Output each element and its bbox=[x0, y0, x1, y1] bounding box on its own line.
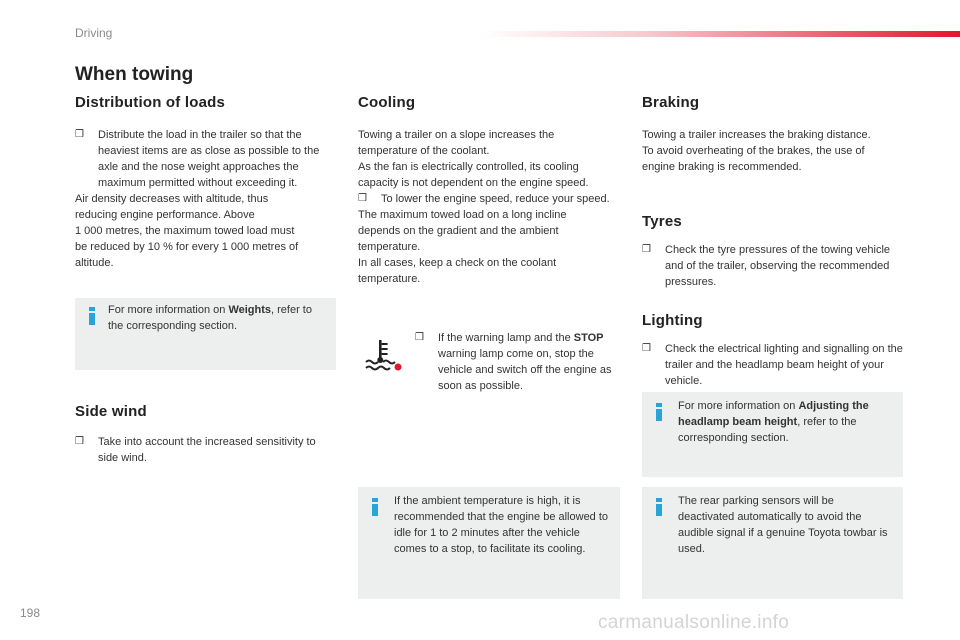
bullet-icon: ❒ bbox=[358, 193, 367, 204]
cooling-bullet-text: To lower the engine speed, reduce your speed. bbox=[381, 193, 610, 205]
distribution-bullet bbox=[75, 127, 337, 191]
watermark: carmanualsonline.info bbox=[598, 612, 790, 633]
distribution-bullet-text: Distribute the load in the trailer so that the heaviest items are as close as possible to the axle and the nose weight approaches the maximum permitted without exceeding it. bbox=[98, 129, 320, 189]
cooling-text-line: capacity is not dependent on the engine speed. bbox=[358, 177, 589, 189]
tyres-bullet-text: Check the tyre pressures of the towing vehicle and of the trailer, observing the recommended pressures. bbox=[665, 244, 891, 288]
braking-text-line: engine braking is recommended. bbox=[642, 161, 802, 173]
headlamp-info-text: For more information on Adjusting the headlamp beam height, refer to the corresponding section. bbox=[678, 400, 869, 444]
bullet-icon: ❒ bbox=[642, 244, 651, 255]
parking-sensors-info-text: The rear parking sensors will be deactivated automatically to avoid the audible signal if a genuine Toyota towbar is used. bbox=[678, 495, 888, 555]
weights-link-text: Weights bbox=[228, 304, 272, 316]
braking-text-line: Towing a trailer increases the braking distance. bbox=[642, 129, 871, 141]
side-wind-bullet bbox=[75, 434, 337, 466]
cooling-text-line: temperature. bbox=[358, 273, 421, 285]
cooling-bullet bbox=[358, 191, 620, 207]
bullet-icon: ❒ bbox=[415, 332, 424, 343]
lighting-heading: Lighting bbox=[642, 312, 703, 329]
braking-text-line: To avoid overheating of the brakes, the use of bbox=[642, 145, 865, 157]
bullet-icon: ❒ bbox=[642, 343, 651, 354]
weights-info-text: For more information on Weights, refer to the corresponding section. bbox=[108, 304, 312, 332]
distribution-text-line: reducing engine performance. Above bbox=[75, 209, 255, 221]
tyres-section bbox=[642, 213, 904, 290]
lighting-bullet-text: Check the electrical lighting and signalling on the trailer and the headlamp beam height of your vehicle. bbox=[665, 343, 903, 387]
header-accent-bar bbox=[480, 31, 960, 37]
cooling-heading: Cooling bbox=[358, 94, 416, 111]
ambient-info-text: If the ambient temperature is high, it is recommended that the engine be allowed to idle for 1 to 2 minutes after the vehicle comes to a stop, to facilitate its cooling. bbox=[394, 495, 609, 555]
header-section-label: Driving bbox=[75, 26, 113, 40]
distribution-text-line: Air density decreases with altitude, thus bbox=[75, 193, 269, 205]
cooling-text-line: As the fan is electrically controlled, its cooling bbox=[358, 161, 579, 173]
weights-info-box bbox=[75, 298, 336, 370]
cooling-text-line: The maximum towed load on a long incline bbox=[358, 209, 567, 221]
braking-section bbox=[642, 94, 904, 175]
bullet-icon: ❒ bbox=[75, 129, 84, 140]
distribution-text-line: 1 000 metres, the maximum towed load must bbox=[75, 225, 295, 237]
tyres-heading: Tyres bbox=[642, 213, 682, 230]
cooling-text-line: temperature. bbox=[358, 241, 421, 253]
warning-bullet bbox=[415, 330, 615, 394]
cooling-text-line: temperature of the coolant. bbox=[358, 145, 490, 157]
stop-lamp-label: STOP bbox=[573, 332, 604, 344]
cooling-text-line: depends on the gradient and the ambient bbox=[358, 225, 559, 237]
page-number: 198 bbox=[20, 606, 41, 620]
cooling-section bbox=[358, 94, 620, 287]
bullet-icon: ❒ bbox=[75, 436, 84, 447]
parking-sensors-info-box bbox=[642, 487, 903, 599]
distribution-section bbox=[75, 94, 337, 271]
lighting-bullet bbox=[642, 341, 904, 389]
side-wind-bullet-text: Take into account the increased sensitivity to side wind. bbox=[98, 436, 316, 464]
braking-heading: Braking bbox=[642, 94, 700, 111]
cooling-text-line: In all cases, keep a check on the coolant bbox=[358, 257, 557, 269]
ambient-info-box bbox=[358, 487, 620, 599]
page-title: When towing bbox=[75, 64, 194, 85]
distribution-text-line: altitude. bbox=[75, 257, 114, 269]
coolant-temperature-warning-icon bbox=[364, 338, 404, 372]
distribution-heading: Distribution of loads bbox=[75, 94, 226, 111]
cooling-text-line: Towing a trailer on a slope increases the bbox=[358, 129, 555, 141]
side-wind-heading: Side wind bbox=[75, 403, 147, 420]
headlamp-link-text: Adjusting the headlamp beam height bbox=[678, 400, 869, 428]
side-wind-section bbox=[75, 403, 337, 466]
lighting-section bbox=[642, 312, 904, 389]
warning-bullet-text: If the warning lamp and the STOP warning lamp come on, stop the vehicle and switch off the engine as soon as possible. bbox=[438, 332, 612, 392]
tyres-bullet bbox=[642, 242, 904, 290]
headlamp-info-box bbox=[642, 392, 903, 477]
distribution-text-line: be reduced by 10 % for every 1 000 metres of bbox=[75, 241, 299, 253]
